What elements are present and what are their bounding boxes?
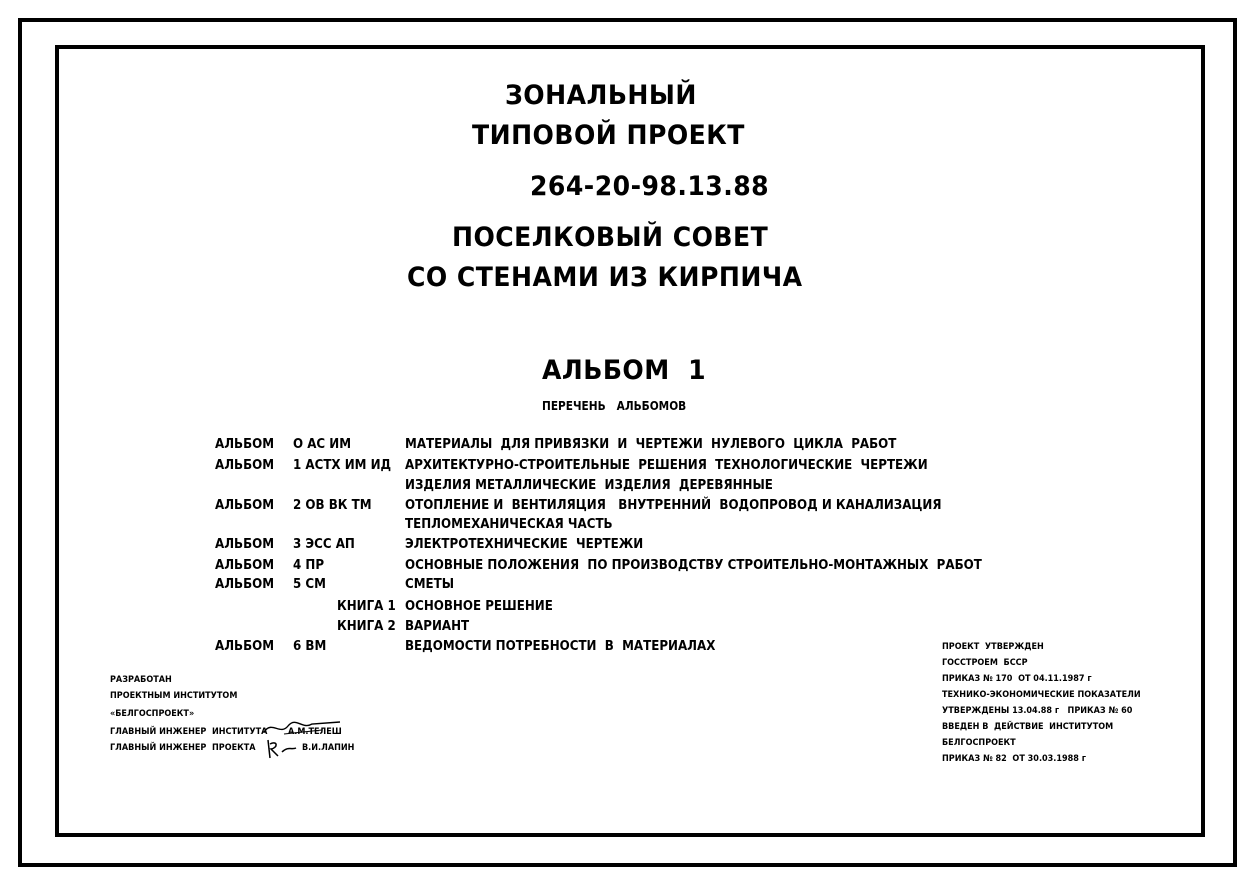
album-label: АЛЬБОМ xyxy=(215,457,275,473)
album-label: АЛЬБОМ xyxy=(215,576,275,592)
album-heading: АЛЬБОМ 1 xyxy=(542,355,707,386)
album-label: АЛЬБОМ xyxy=(215,497,275,513)
album-desc: ОСНОВНЫЕ ПОЛОЖЕНИЯ ПО ПРОИЗВОДСТВУ СТРОИТЕЛЬНО-МОНТАЖНЫХ РАБОТ xyxy=(405,557,982,573)
approval-line-2: ГОССТРОЕМ БССР xyxy=(942,658,1028,668)
album-code: 5 СМ xyxy=(293,576,326,592)
book-desc: ВАРИАНТ xyxy=(405,618,470,634)
signature-lapin-icon xyxy=(262,736,302,762)
album-code: 2 ОВ ВК ТМ xyxy=(293,497,372,513)
approval-line-1: ПРОЕКТ УТВЕРЖДЕН xyxy=(942,642,1044,652)
album-code: 6 ВМ xyxy=(293,638,327,654)
album-code: О АС ИМ xyxy=(293,436,352,452)
developer-line-2: ПРОЕКТНЫМ ИНСТИТУТОМ xyxy=(110,691,238,701)
album-desc: СМЕТЫ xyxy=(405,576,455,592)
album-label: АЛЬБОМ xyxy=(215,436,275,452)
approval-line-6: ВВЕДЕН В ДЕЙСТВИЕ ИНСТИТУТОМ xyxy=(942,722,1114,732)
developer-line-1: РАЗРАБОТАН xyxy=(110,675,172,685)
album-desc: АРХИТЕКТУРНО-СТРОИТЕЛЬНЫЕ РЕШЕНИЯ ТЕХНОЛОГИЧЕСКИЕ ЧЕРТЕЖИ xyxy=(405,457,928,473)
album-code: 3 ЭСС АП xyxy=(293,536,355,552)
chief-engineer-project-role: ГЛАВНЫЙ ИНЖЕНЕР ПРОЕКТА xyxy=(110,743,256,753)
chief-engineer-project-name: В.И.ЛАПИН xyxy=(302,743,355,753)
project-code: 264-20-98.13.88 xyxy=(530,171,770,202)
album-label: АЛЬБОМ xyxy=(215,638,275,654)
signature-telesh-icon xyxy=(262,716,342,738)
album-desc: ОТОПЛЕНИЕ И ВЕНТИЛЯЦИЯ ВНУТРЕННИЙ ВОДОПРОВОД И КАНАЛИЗАЦИЯ xyxy=(405,497,942,513)
approval-line-5: УТВЕРЖДЕНЫ 13.04.88 г ПРИКАЗ № 60 xyxy=(942,706,1133,716)
album-desc: МАТЕРИАЛЫ ДЛЯ ПРИВЯЗКИ И ЧЕРТЕЖИ НУЛЕВОГО ЦИКЛА РАБОТ xyxy=(405,436,897,452)
chief-engineer-institute-name: А.М.ТЕЛЕШ xyxy=(288,727,342,737)
title-line-2: ТИПОВОЙ ПРОЕКТ xyxy=(472,120,745,151)
album-code: 4 ПР xyxy=(293,557,325,573)
album-desc-continued: ИЗДЕЛИЯ МЕТАЛЛИЧЕСКИЕ ИЗДЕЛИЯ ДЕРЕВЯННЫЕ xyxy=(405,477,773,493)
approval-line-8: ПРИКАЗ № 82 ОТ 30.03.1988 г xyxy=(942,754,1086,764)
title-line-1: ЗОНАЛЬНЫЙ xyxy=(505,80,697,111)
book-desc: ОСНОВНОЕ РЕШЕНИЕ xyxy=(405,598,553,614)
approval-line-4: ТЕХНИКО-ЭКОНОМИЧЕСКИЕ ПОКАЗАТЕЛИ xyxy=(942,690,1141,700)
album-desc-continued: ТЕПЛОМЕХАНИЧЕСКАЯ ЧАСТЬ xyxy=(405,516,613,532)
book-label: КНИГА 2 xyxy=(337,618,396,634)
album-label: АЛЬБОМ xyxy=(215,557,275,573)
project-name-line-2: СО СТЕНАМИ ИЗ КИРПИЧА xyxy=(407,262,803,293)
album-desc: ВЕДОМОСТИ ПОТРЕБНОСТИ В МАТЕРИАЛАХ xyxy=(405,638,716,654)
approval-line-3: ПРИКАЗ № 170 ОТ 04.11.1987 г xyxy=(942,674,1092,684)
album-desc: ЭЛЕКТРОТЕХНИЧЕСКИЕ ЧЕРТЕЖИ xyxy=(405,536,644,552)
chief-engineer-institute-role: ГЛАВНЫЙ ИНЖЕНЕР ИНСТИТУТА xyxy=(110,727,268,737)
project-name-line-1: ПОСЕЛКОВЫЙ СОВЕТ xyxy=(452,222,769,253)
album-code: 1 АСТХ ИМ ИД xyxy=(293,457,392,473)
album-label: АЛЬБОМ xyxy=(215,536,275,552)
developer-line-3: «БЕЛГОСПРОЕКТ» xyxy=(110,709,195,719)
book-label: КНИГА 1 xyxy=(337,598,396,614)
album-list-title: ПЕРЕЧЕНЬ АЛЬБОМОВ xyxy=(542,399,687,413)
approval-line-7: БЕЛГОСПРОЕКТ xyxy=(942,738,1016,748)
